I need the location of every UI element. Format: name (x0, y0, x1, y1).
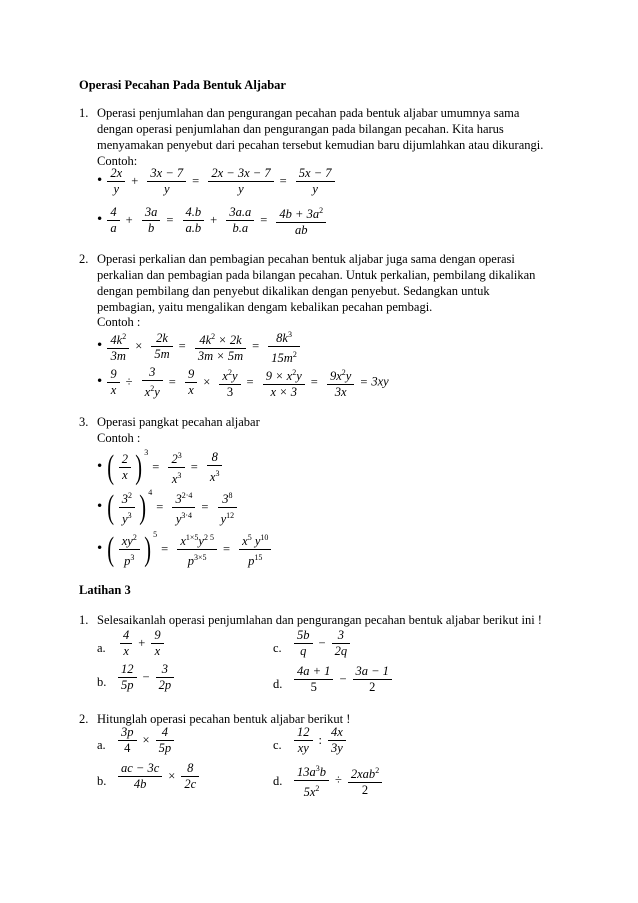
q2c-label: c. (273, 738, 282, 752)
q1b-label: b. (97, 675, 107, 689)
example-3c: • ( $\frac{xy^2}{p^3}$ ) $^5$= $\frac{x^{1\times 5}y^{2 5}}{p^{3\times 5}}$ = $\frac{x^5 y^{10}}{p^{15}}$ (97, 530, 273, 569)
section-3-number: 3. (79, 415, 89, 429)
section-2-line-2: perkalian dan pembagian pada bilangan pecahan. Untuk perkalian, pembilang dikalikan (97, 268, 536, 282)
example-3a: • ( $\frac{2}{x}$ ) $^3$= $\frac{2^3}{x^3}$ = $\frac{8}{x^3}$ (97, 448, 224, 487)
page-title: Operasi Pecahan Pada Bentuk Aljabar (79, 78, 286, 92)
q1-number: 1. (79, 613, 89, 627)
section-2-line-1: Operasi perkalian dan pembagian pecahan bentuk aljabar juga sama dengan operasi (97, 252, 515, 266)
section-2-number: 2. (79, 252, 89, 266)
q1c-expr: $\frac{5b}{q}$ − $\frac{3}{2q}$ (292, 628, 352, 659)
example-3b: • ( $\frac{3^2}{y^3}$ ) $^4$= $\frac{3^{2\cdot 4}}{y^{3\cdot 4}}$ = $\frac{3^8}{y^{12}}$ (97, 488, 239, 527)
q1d-label: d. (273, 677, 283, 691)
section-1-number: 1. (79, 106, 89, 120)
q2b-expr: $\frac{ac - 3c}{4b}$ × $\frac{8}{2c}$ (116, 761, 201, 792)
example-2a: • $\frac{4k^2}{3m}$ × $\frac{2k}{5m}$ = $\frac{4k^2 \times 2k}{3m \times 5m}$ = $\frac{8k^3}{15m^2}$ (97, 327, 302, 366)
example-1b: • $\frac{4}{a}$ + $\frac{3a}{b}$ = $\frac{4.b}{a.b}$ + $\frac{3a.a}{b.a}$ = $\frac{4b + 3a^2}{ab}$ (97, 203, 328, 238)
q2-number: 2. (79, 712, 89, 726)
example-1a: • $\frac{2x}{y}$ + $\frac{3x - 7}{y}$ = $\frac{2x - 3x - 7}{y}$ = $\frac{5x - 7}{y}$ (97, 166, 337, 197)
section-1-contoh: Contoh: (97, 154, 138, 168)
q2c-expr: $\frac{12}{xy}$ : $\frac{4x}{3y}$ (292, 725, 348, 756)
section-1-line-1: Operasi penjumlahan dan pengurangan pecahan pada bentuk aljabar umumnya sama (97, 106, 520, 120)
q1d-expr: $\frac{4a + 1}{5}$ − $\frac{3a - 1}{2}$ (292, 664, 394, 695)
q2d-label: d. (273, 774, 283, 788)
q1a-expr: $\frac{4}{x}$ + $\frac{9}{x}$ (118, 628, 166, 659)
q2a-label: a. (97, 738, 106, 752)
q1b-expr: $\frac{12}{5p}$ − $\frac{3}{2p}$ (116, 662, 176, 693)
section-3-contoh: Contoh : (97, 431, 141, 445)
section-3-line-1: Operasi pangkat pecahan aljabar (97, 415, 260, 429)
q1-text: Selesaikanlah operasi penjumlahan dan pengurangan pecahan bentuk aljabar berikut ini ! (97, 613, 542, 627)
section-2-line-3: dengan pembilang dan penyebut dikalikan dengan penyebut. Sedangkan untuk (97, 284, 490, 298)
q1c-label: c. (273, 641, 282, 655)
q2a-expr: $\frac{3p}{4}$ × $\frac{4}{5p}$ (116, 725, 176, 756)
q2-text: Hitunglah operasi pecahan bentuk aljabar berikut ! (97, 712, 351, 726)
section-1-line-3: menyamakan penyebut dari pecahan tersebut kemudian baru dijumlahkan atau dikurangi. (97, 138, 544, 152)
q1a-label: a. (97, 641, 106, 655)
q2b-label: b. (97, 774, 107, 788)
section-2-contoh: Contoh : (97, 315, 141, 329)
section-1-line-2: dengan operasi penjumlahan dan pengurangan pada bilangan pecahan. Kita harus (97, 122, 504, 136)
q2d-expr: $\frac{13a^3b}{5x^2}$ ÷ $\frac{2xab^2}{2}$ (292, 761, 384, 800)
latihan-title: Latihan 3 (79, 583, 131, 597)
section-2-line-4: pembagian, yaitu mengalikan dengam kebalikan pecahan pembagi. (97, 300, 433, 314)
example-2b: • $\frac{9}{x}$ ÷ $\frac{3}{x^2y}$ = $\frac{9}{x}$ × $\frac{x^2y}{3}$ = $\frac{9 \times x^2y}{x \times 3}$ = $\frac{9x^2y}{3x}$ = 3xy (97, 365, 389, 400)
